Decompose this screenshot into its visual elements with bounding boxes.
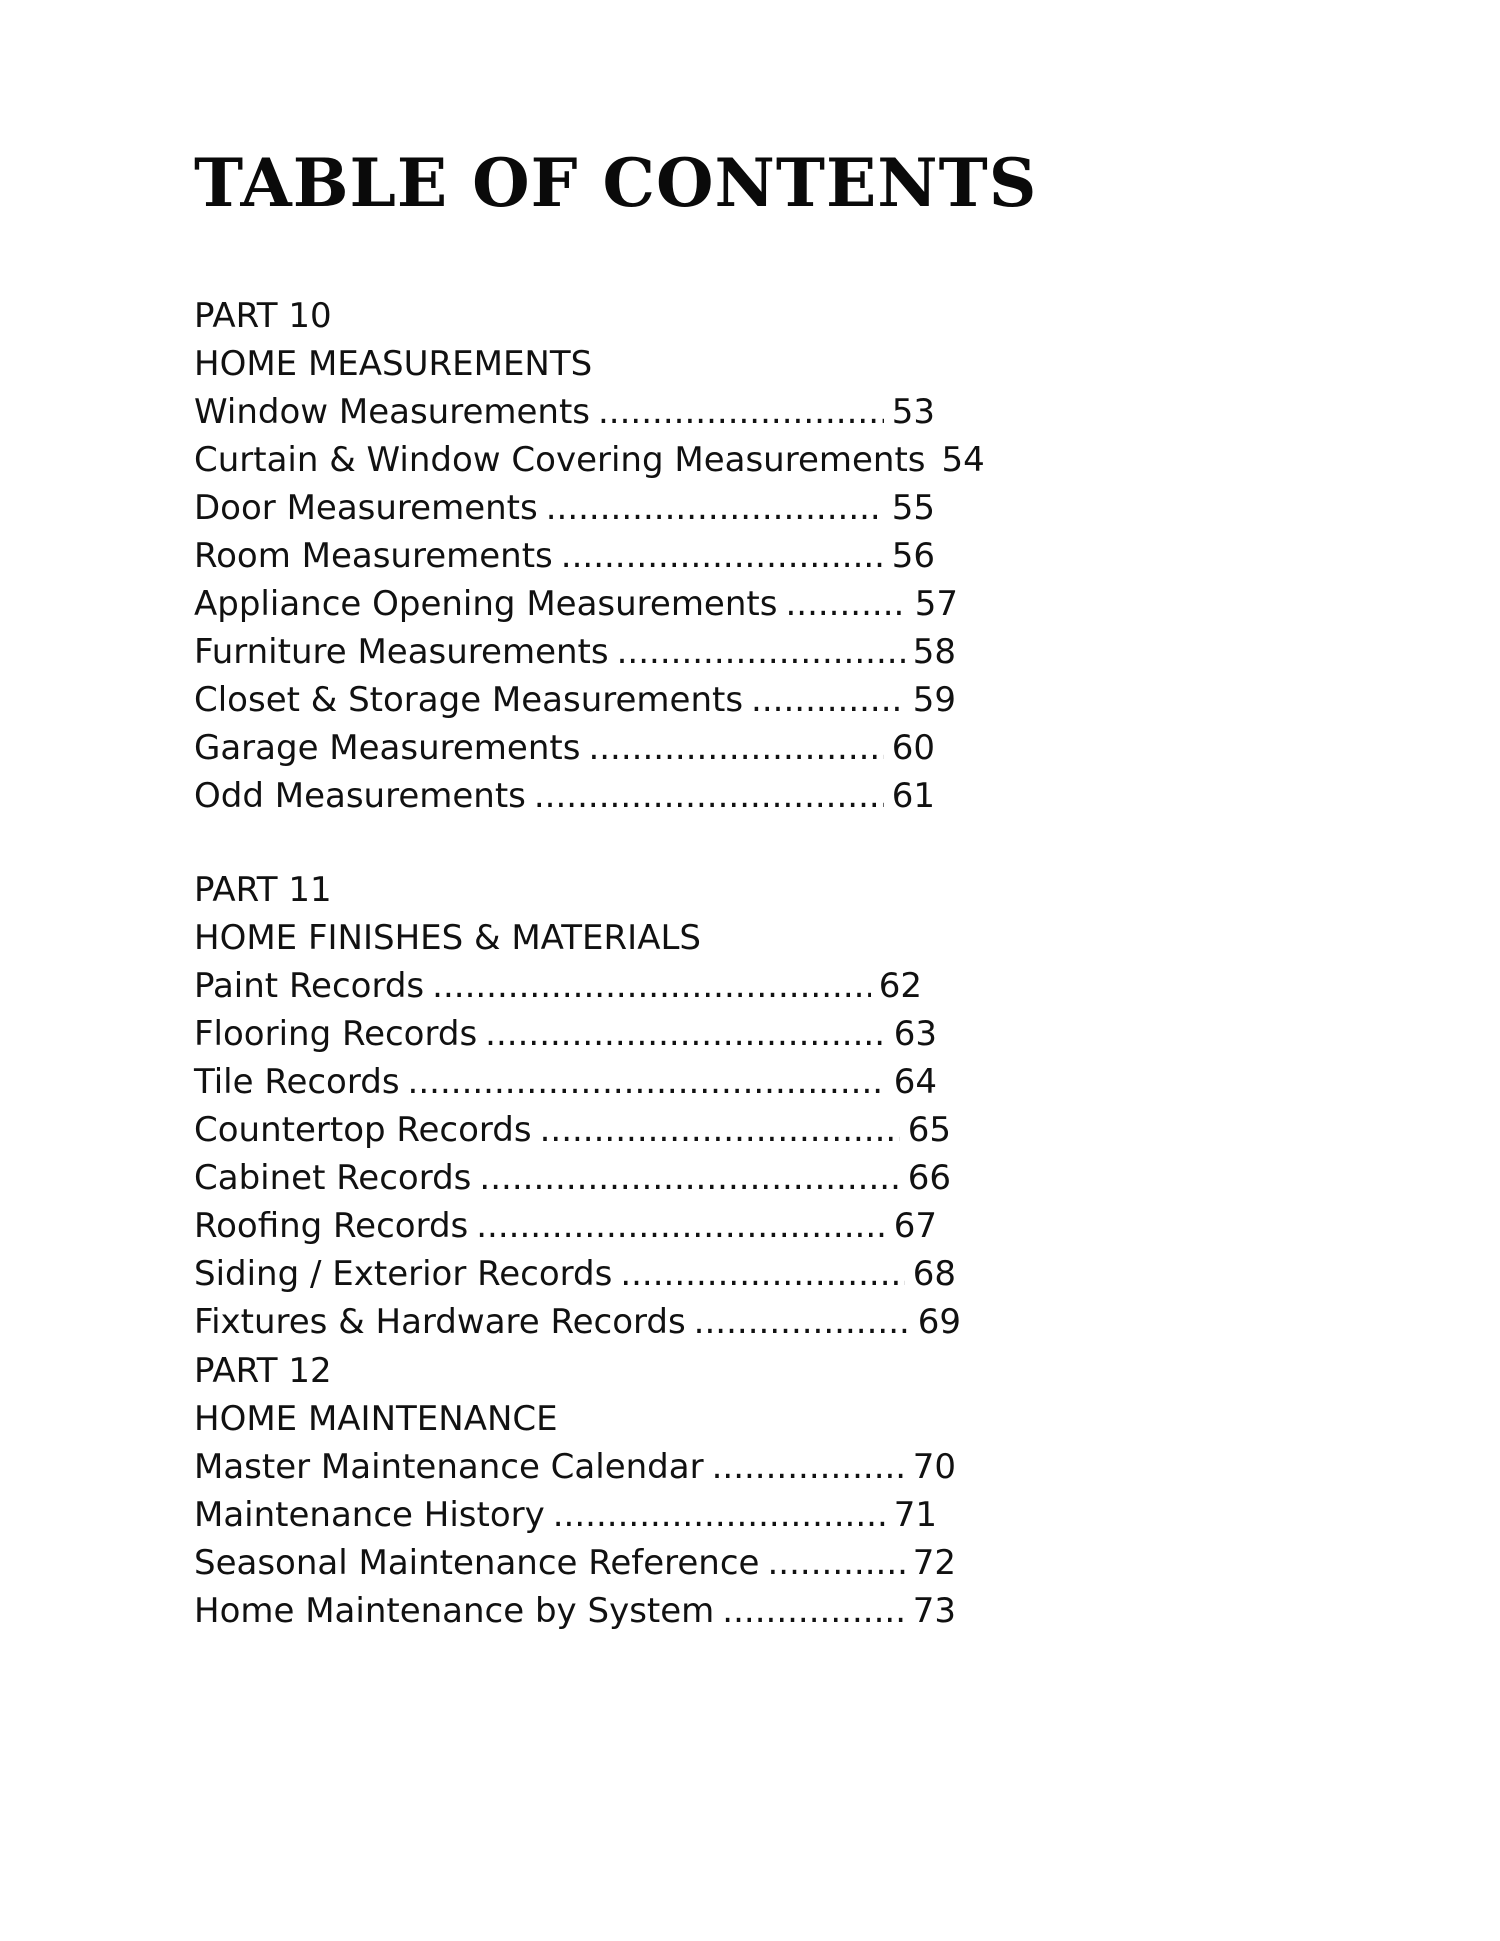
toc-entry-page: 54 xyxy=(941,440,985,480)
toc-entry-page: 73 xyxy=(912,1591,956,1631)
toc-entry xyxy=(194,1298,961,1346)
dot-leader xyxy=(620,1250,904,1298)
dot-leader xyxy=(534,772,884,820)
toc-entry-page: 71 xyxy=(893,1495,937,1535)
toc-entry-label: Tile Records xyxy=(194,1062,400,1102)
toc-entry-label: Cabinet Records xyxy=(194,1158,472,1198)
toc-entry-label: Paint Records xyxy=(194,966,425,1006)
dot-leader xyxy=(712,1443,905,1491)
toc-entry-page: 57 xyxy=(914,584,958,624)
toc-entry xyxy=(194,484,935,532)
toc-entry xyxy=(194,1491,937,1539)
toc-entry-page: 53 xyxy=(891,392,935,432)
part-number: PART 11 xyxy=(194,870,332,910)
toc-entry-page: 63 xyxy=(893,1014,937,1054)
dot-leader xyxy=(617,628,905,676)
toc-entry-page: 56 xyxy=(891,536,935,576)
toc-entry-label: Maintenance History xyxy=(194,1495,545,1535)
toc-entry-page: 72 xyxy=(912,1543,956,1583)
dot-leader xyxy=(751,676,905,724)
toc-entry-page: 58 xyxy=(912,632,956,672)
toc-entry xyxy=(194,676,956,724)
toc-entry-page: 66 xyxy=(907,1158,951,1198)
toc-entry xyxy=(194,532,935,580)
toc-entry-label: Curtain & Window Covering Measurements xyxy=(194,440,926,480)
toc-entry xyxy=(194,1443,956,1491)
dot-leader xyxy=(588,724,883,772)
toc-entry-label: Furniture Measurements xyxy=(194,632,609,672)
toc-entry-page: 60 xyxy=(891,728,935,768)
dot-leader xyxy=(546,484,884,532)
toc-entry-label: Siding / Exterior Records xyxy=(194,1254,613,1294)
toc-entry-label: Appliance Opening Measurements xyxy=(194,584,778,624)
toc-section-part-12 xyxy=(194,1347,1294,1635)
toc-entry-label: Room Measurements xyxy=(194,536,553,576)
toc-entry-label: Odd Measurements xyxy=(194,776,526,816)
toc-entry-label: Master Maintenance Calendar xyxy=(194,1447,704,1487)
toc-section-part-10 xyxy=(194,292,1294,820)
dot-leader xyxy=(553,1491,886,1539)
toc-entry xyxy=(194,436,985,484)
toc-entry xyxy=(194,772,935,820)
toc-entry xyxy=(194,388,935,436)
toc-entry xyxy=(194,1539,956,1587)
toc-entry-page: 59 xyxy=(912,680,956,720)
toc-entry-label: Closet & Storage Measurements xyxy=(194,680,744,720)
dot-leader xyxy=(479,1154,899,1202)
toc-entry-label: Home Maintenance by System xyxy=(194,1591,715,1631)
toc-entry xyxy=(194,1202,937,1250)
toc-entry-page: 64 xyxy=(893,1062,937,1102)
toc-entry-label: Flooring Records xyxy=(194,1014,478,1054)
part-heading: HOME MEASUREMENTS xyxy=(194,344,593,384)
part-number: PART 10 xyxy=(194,296,332,336)
toc-entry-label: Seasonal Maintenance Reference xyxy=(194,1543,760,1583)
dot-leader xyxy=(561,532,884,580)
part-number: PART 12 xyxy=(194,1351,332,1391)
toc-entry xyxy=(194,1154,951,1202)
toc-entry xyxy=(194,1250,956,1298)
part-heading: HOME FINISHES & MATERIALS xyxy=(194,918,701,958)
toc-entry-page: 61 xyxy=(891,776,935,816)
dot-leader xyxy=(694,1298,910,1346)
toc-entry-label: Fixtures & Hardware Records xyxy=(194,1302,686,1342)
toc-entry-page: 68 xyxy=(912,1254,956,1294)
dot-leader xyxy=(485,1010,886,1058)
toc-entry xyxy=(194,962,922,1010)
dot-leader xyxy=(408,1058,886,1106)
dot-leader xyxy=(785,580,906,628)
dot-leader xyxy=(767,1539,904,1587)
toc-entry-label: Countertop Records xyxy=(194,1110,532,1150)
toc-entry-page: 70 xyxy=(912,1447,956,1487)
dot-leader xyxy=(722,1587,904,1635)
toc-entry xyxy=(194,628,956,676)
toc-entry-page: 67 xyxy=(893,1206,937,1246)
toc-entry-label: Garage Measurements xyxy=(194,728,581,768)
toc-entry xyxy=(194,1106,951,1154)
toc-entry-label: Roofing Records xyxy=(194,1206,469,1246)
toc-entry xyxy=(194,1010,937,1058)
toc-entry-label: Door Measurements xyxy=(194,488,538,528)
toc-entry-label: Window Measurements xyxy=(194,392,590,432)
dot-leader xyxy=(432,962,871,1010)
toc-entry xyxy=(194,580,958,628)
toc-entry xyxy=(194,1058,937,1106)
dot-leader xyxy=(540,1106,900,1154)
dot-leader xyxy=(476,1202,885,1250)
page-title: TABLE OF CONTENTS xyxy=(194,144,1038,222)
toc-entry-page: 62 xyxy=(878,966,922,1006)
toc-section-part-11 xyxy=(194,866,1294,1346)
toc-entry xyxy=(194,1587,956,1635)
toc-entry-page: 55 xyxy=(891,488,935,528)
toc-entry-page: 69 xyxy=(917,1302,961,1342)
dot-leader xyxy=(598,388,884,436)
part-heading: HOME MAINTENANCE xyxy=(194,1399,558,1439)
toc-entry-page: 65 xyxy=(907,1110,951,1150)
toc-entry xyxy=(194,724,935,772)
